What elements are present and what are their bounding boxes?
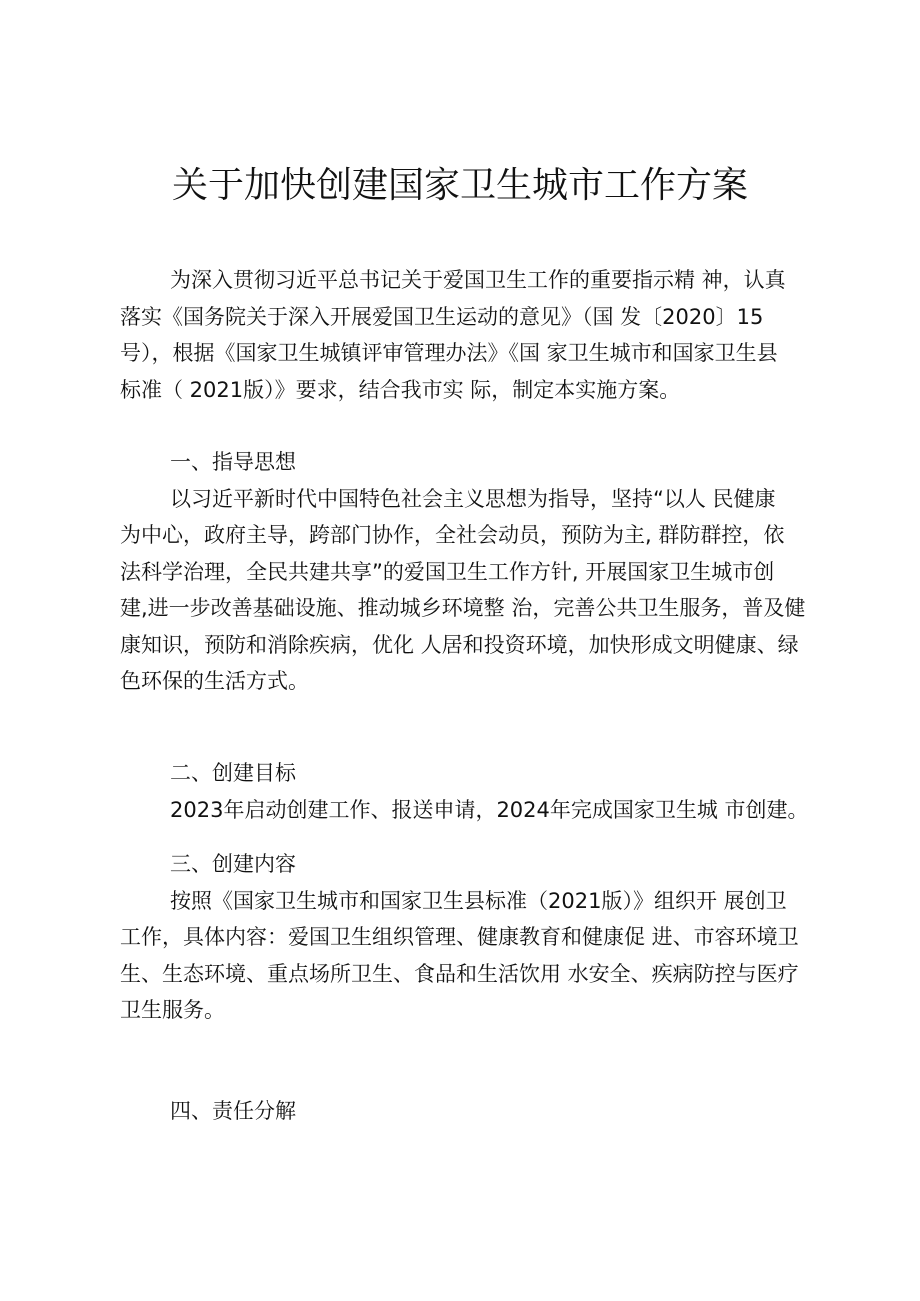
section-heading: 四、责任分解 xyxy=(170,1099,296,1123)
section-responsibility xyxy=(120,1093,820,1130)
section-heading: 二、创建目标 xyxy=(170,761,296,785)
paragraph-line: 2023年启动创建工作、报送申请，2024年完成国家卫生城 市创建。 xyxy=(170,797,809,822)
section-goals xyxy=(120,755,820,828)
intro-line: 落实《国务院关于深入开展爱国卫生运动的意见》（国 发〔2020〕15 xyxy=(120,304,764,329)
section-guiding-ideology xyxy=(120,444,820,700)
section-heading: 一、指导思想 xyxy=(170,450,296,474)
intro-line: 为深入贯彻习近平总书记关于爱国卫生工作的重要指示精 神，认真 xyxy=(170,268,786,292)
paragraph-line: 以习近平新时代中国特色社会主义思想为指导，坚持“以人 民健康 xyxy=(170,486,776,511)
intro-paragraph xyxy=(120,262,820,408)
paragraph-line: 生、生态环境、重点场所卫生、食品和生活饮用 水安全、疾病防控与医疗 xyxy=(120,961,799,986)
paragraph-line: 为中心，政府主导，跨部门协作，全社会动员，预防为主, 群防群控，依 xyxy=(120,523,785,547)
document-title: 关于加快创建国家卫生城市工作方案 xyxy=(171,165,748,206)
paragraph-line: 工作，具体内容：爱国卫生组织管理、健康教育和健康促 进、市容环境卫 xyxy=(120,925,799,949)
paragraph-line: 康知识，预防和消除疾病，优化 人居和投资环境，加快形成文明健康、绿 xyxy=(120,632,799,657)
section-content xyxy=(120,846,820,1029)
intro-line: 标准（ 2021版）》要求，结合我市实 际，制定本实施方案。 xyxy=(120,377,681,402)
paragraph-line: 色环保的生活方式。 xyxy=(120,669,309,693)
intro-line: 号），根据《国家卫生城镇评审管理办法》《国 家卫生城市和国家卫生县 xyxy=(120,341,778,365)
paragraph-line: 按照《国家卫生城市和国家卫生县标准（2021版）》组织开 展创卫 xyxy=(170,888,787,913)
paragraph-line: 卫生服务。 xyxy=(120,998,225,1022)
paragraph-line: 法科学治理，全民共建共享”的爱国卫生工作方针, 开展国家卫生城市创 xyxy=(120,559,775,584)
section-heading: 三、创建内容 xyxy=(170,852,296,876)
paragraph-line: 建,进一步改善基础设施、推动城乡环境整 治，完善公共卫生服务，普及健 xyxy=(120,596,806,620)
